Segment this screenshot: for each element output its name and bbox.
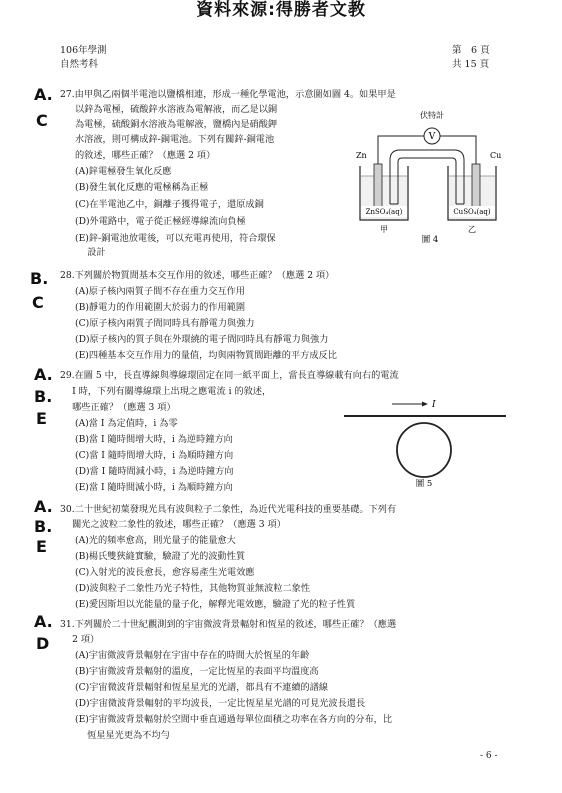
option-29-a: (A)當 I 為定值時，i 為零 — [75, 418, 178, 429]
handwritten-answer: E — [36, 409, 47, 428]
option-27-e-cont: 設計 — [75, 247, 106, 258]
question-30-text: 30.二十世紀初葉發現光具有波與粒子二象性，為近代光電科技的重要基礎。下列有 — [60, 504, 397, 515]
option-30-a: (A)光的頻率愈高，則光量子的能量愈大 — [75, 535, 236, 546]
half-cell-a-label: 甲 — [380, 225, 388, 234]
question-29-text: 29.在圖 5 中，長直導線與導線環固定在同一紙平面上，當長直導線載有向右的電流 — [60, 370, 399, 381]
subject-title: 自然考科 — [60, 59, 99, 70]
voltmeter-symbol: V — [428, 132, 436, 142]
cu-label: Cu — [490, 151, 502, 160]
option-29-b: (B)當 I 隨時間增大時，i 為逆時鐘方向 — [75, 434, 233, 445]
option-30-c: (C)入射光的波長愈長，愈容易產生光電效應 — [75, 567, 255, 578]
question-27-text: 以鋅為電極，硫酸鋅水溶液為電解液，而乙是以銅 — [75, 104, 278, 115]
zn-electrode — [374, 164, 382, 210]
option-28-b: (B)靜電力的作用範圍大於弱力的作用範圍 — [75, 302, 246, 313]
option-27-c: (C)在半電池乙中，銅離子獲得電子，還原成銅 — [75, 199, 264, 210]
figure-5-caption: 圖 5 — [415, 479, 433, 489]
option-31-b: (B)宇宙微波背景輻射的溫度，一定比恆星的表面平均溫度高 — [75, 666, 319, 677]
option-31-e: (E)宇宙微波背景輻射於空間中垂直通過每單位面積之功率在各方向的分布，比 — [75, 714, 393, 725]
option-30-e: (E)愛因斯坦以光能量的量子化，解釋光電效應，驗證了光的粒子性質 — [75, 599, 356, 610]
option-29-c: (C)當 I 隨時間增大時，i 為順時鐘方向 — [75, 450, 234, 461]
wire-loop — [397, 423, 451, 477]
question-27-text: 27.由甲與乙兩個半電池以鹽橋相連，形成一種化學電池，示意圖如圖 4。如果甲是 — [60, 89, 396, 100]
total-pages: 共 15 頁 — [452, 59, 490, 70]
handwritten-answer: A. — [34, 497, 53, 516]
cu-electrode — [472, 164, 480, 210]
option-28-e: (E)四種基本交互作用力的量值，均與兩物質間距離的平方成反比 — [75, 350, 337, 361]
cuso4-label: CuSO₄(aq) — [453, 208, 491, 216]
option-27-e: (E)鋅-銅電池放電後，可以充電再使用，符合環保 — [75, 233, 276, 244]
handwritten-answer: A. — [34, 612, 53, 631]
option-29-e: (E)當 I 隨時間減小時，i 為順時鐘方向 — [75, 482, 233, 493]
exam-title: 106年學測 — [60, 45, 107, 56]
question-31-text: 2 項） — [60, 634, 100, 645]
watermark-text: 資料來源:得勝者文教 — [196, 0, 366, 20]
question-29-text: I 時，下列有關導線環上出現之應電流 i 的敘述， — [60, 386, 272, 397]
question-31-text: 31.下列關於二十世紀觀測到的宇宙微波背景輻射和恆星的敘述，哪些正確？（應選 — [60, 619, 397, 630]
handwritten-answer: C — [36, 111, 48, 130]
handwritten-answer: A. — [34, 365, 53, 384]
current-label: I — [432, 400, 436, 410]
option-30-d: (D)波與粒子二象性乃光子特性，其他物質並無波粒二象性 — [75, 583, 311, 594]
option-31-e-cont: 恆星星光更為不均勻 — [75, 730, 170, 741]
option-28-d: (D)原子核內的質子與在外環繞的電子間同時具有靜電力與強力 — [75, 334, 329, 345]
option-28-a: (A)原子核內兩質子間不存在重力交互作用 — [75, 286, 245, 297]
handwritten-answer: B. — [30, 269, 49, 288]
figure-5-wire-loop — [340, 392, 510, 492]
option-30-b: (B)楊氏雙狹縫實驗，驗證了光的波動性質 — [75, 551, 246, 562]
question-30-text: 關光之波粒二象性的敘述，哪些正確？（應選 3 項） — [60, 519, 286, 530]
option-31-c: (C)宇宙微波背景輻射和恆星星光的光譜，都具有不連續的譜線 — [75, 682, 329, 693]
page-number: 第 6 頁 — [452, 45, 490, 56]
handwritten-answer: B. — [34, 387, 53, 406]
question-28-text: 28.下列關於物質間基本交互作用的敘述，哪些正確？（應選 2 項） — [60, 270, 335, 281]
option-31-d: (D)宇宙微波背景輻射的平均波長，一定比恆星星光譜的可見光波長還長 — [75, 698, 366, 709]
half-cell-b-label: 乙 — [468, 225, 476, 234]
voltmeter-label: 伏特計 — [420, 111, 444, 120]
question-29-text: 哪些正確？（應選 3 項） — [60, 402, 176, 413]
option-27-a: (A)鋅電極發生氧化反應 — [75, 166, 172, 177]
figure-4-galvanic-cell — [350, 108, 512, 246]
handwritten-answer: C — [32, 293, 44, 312]
option-27-d: (D)外電路中，電子從正極經導線流向負極 — [75, 216, 246, 227]
handwritten-answer: B. — [34, 517, 53, 536]
question-27-text: 的敘述，哪些正確？（應選 2 項） — [75, 150, 216, 161]
option-28-c: (C)原子核內兩質子間同時具有靜電力與強力 — [75, 318, 255, 329]
question-27-text: 為電極，硫酸銅水溶液為電解液，鹽橋內是硝酸鉀 — [75, 119, 278, 130]
znso4-label: ZnSO₄(aq) — [365, 208, 403, 216]
page-footer: - 6 - — [480, 751, 498, 761]
figure-4-caption: 圖 4 — [421, 235, 439, 245]
handwritten-answer: E — [36, 537, 47, 556]
option-29-d: (D)當 I 隨時間減小時，i 為逆時鐘方向 — [75, 466, 234, 477]
question-27-text: 水溶液，則可構成鋅-銅電池。下列有關鋅-銅電池 — [75, 134, 275, 145]
option-27-b: (B)發生氧化反應的電極稱為正極 — [75, 182, 209, 193]
handwritten-answer: D — [36, 634, 50, 653]
option-31-a: (A)宇宙微波背景輻射在宇宙中存在的時間大於恆星的年齡 — [75, 650, 310, 661]
handwritten-answer: A. — [34, 85, 53, 104]
zn-label: Zn — [356, 151, 367, 160]
